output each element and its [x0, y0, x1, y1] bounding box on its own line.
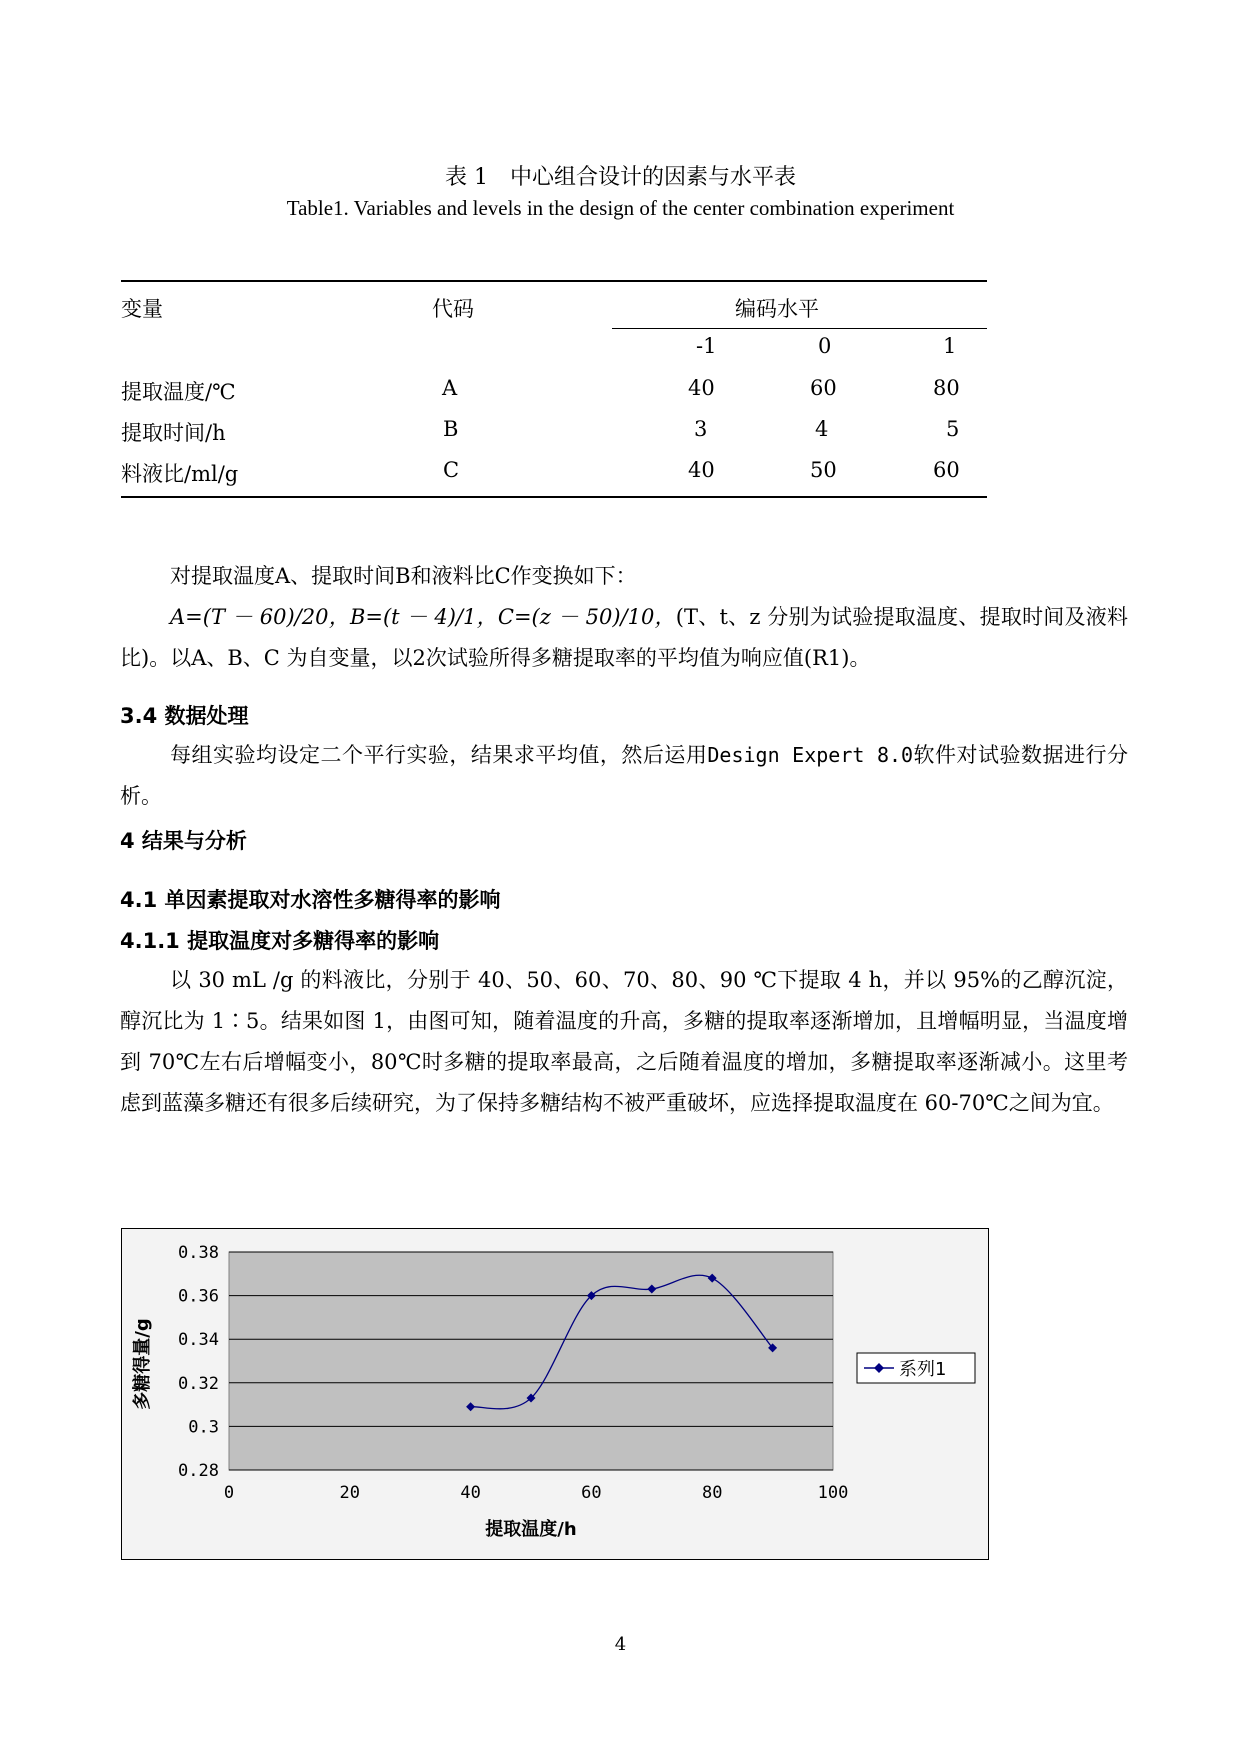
plot-area [229, 1252, 833, 1470]
x-axis-label: 提取温度/h [485, 1519, 577, 1540]
row-value: 60 [810, 376, 837, 400]
section-4-1-1-paragraph [120, 960, 1128, 1124]
table-caption-en: Table1. Variables and levels in the design of the center combination experiment [286, 196, 955, 220]
transform-paragraph [120, 556, 1128, 679]
section-3-4-heading: 3.4 数据处理 [120, 704, 249, 728]
section-4-1-heading: 4.1 单因素提取对水溶性多糖得率的影响 [120, 888, 501, 912]
table-bottom-rule [121, 496, 987, 498]
section-3-4-paragraph [120, 735, 1128, 817]
x-tick-label: 20 [339, 1483, 361, 1503]
section-3-4-text-after: 软件对试验数据进行分析。 [120, 743, 1129, 808]
table-top-rule [121, 280, 987, 282]
y-tick-label: 0.3 [188, 1417, 219, 1438]
row-variable: 提取温度/℃ [121, 380, 236, 404]
row-variable: 料液比/ml/g [121, 462, 239, 486]
x-tick-label: 40 [460, 1483, 481, 1503]
y-axis-label: 多糖得量/g [132, 1318, 153, 1410]
transform-intro: 对提取温度A、提取时间B和液料比C作变换如下： [170, 564, 637, 588]
table-header-code: 代码 [432, 297, 474, 321]
formula-a: A=(T － 60)/20， [170, 605, 350, 629]
y-tick-label: 0.36 [178, 1286, 219, 1307]
row-value: 50 [810, 458, 837, 482]
row-value: 3 [694, 417, 708, 441]
x-tick-label: 60 [581, 1483, 602, 1503]
table-header-levels: 编码水平 [735, 297, 819, 321]
y-tick-label: 0.38 [178, 1243, 219, 1263]
chart [122, 1229, 988, 1559]
section-4-1-1-heading: 4.1.1 提取温度对多糖得率的影响 [120, 929, 440, 953]
level-label: 1 [943, 334, 957, 358]
legend-label: 系列1 [899, 1359, 947, 1380]
table-header-variable: 变量 [121, 297, 163, 321]
formula-c: C=(z － 50)/10， [497, 605, 676, 629]
level-label: 0 [818, 334, 832, 358]
row-value: 40 [688, 376, 715, 400]
row-code: A [442, 376, 458, 400]
row-variable: 提取时间/h [121, 421, 226, 445]
y-tick-label: 0.34 [178, 1330, 219, 1351]
software-name: Design Expert 8.0 [707, 743, 914, 767]
legend [857, 1353, 975, 1383]
x-tick-label: 80 [701, 1483, 723, 1503]
y-ticks [178, 1243, 219, 1481]
transform-formulas [120, 597, 1128, 679]
row-code: C [443, 458, 460, 482]
x-tick-label: 100 [817, 1483, 849, 1503]
x-tick-label: 0 [223, 1483, 235, 1503]
row-value: 60 [933, 458, 960, 482]
section-4-1-1-text: 以 30 mL /g 的料液比，分别于 40、50、60、70、80、90 ℃下提取 4 h，并以 95%的乙醇沉淀，醇沉比为 1∶5。结果如图 1，由图可知，随着温度的升高，多糖的提取率逐渐增加，且增幅明显，当温度增到 70℃左右后增幅变小，80℃时多糖的提取率最高，之后随着温度的增加，多糖提取率逐渐减小。这里考虑到蓝藻多糖还有很多后续研究，为了保持多糖结构不被严重破坏，应选择提取温度在 60-70℃之间为宜。 [120, 968, 1128, 1115]
formula-b: B=(t － 4)/1， [349, 605, 498, 629]
section-4-heading: 4 结果与分析 [120, 829, 247, 853]
row-code: B [443, 417, 459, 441]
y-tick-label: 0.28 [178, 1461, 219, 1481]
section-3-4-text-before: 每组实验均设定二个平行实验，结果求平均值，然后运用 [170, 743, 708, 767]
formula-tail: (T、t、z 分别为试验提取温度、提取时间及液料比)。以A、B、C 为自变量，以2次试验所得多糖提取率的平均值为响应值(R1)。 [120, 605, 1128, 670]
y-tick-label: 0.32 [178, 1373, 219, 1394]
chart-frame [121, 1228, 989, 1560]
table-sub-rule [612, 328, 987, 329]
table-caption-zh: 表 1 中心组合设计的因素与水平表 [445, 165, 796, 190]
row-value: 5 [946, 417, 960, 441]
x-ticks [224, 1483, 848, 1503]
page-number: 4 [614, 1634, 627, 1655]
row-value: 4 [815, 417, 829, 441]
row-value: 80 [933, 376, 960, 400]
row-value: 40 [688, 458, 715, 482]
level-label: -1 [696, 334, 717, 358]
